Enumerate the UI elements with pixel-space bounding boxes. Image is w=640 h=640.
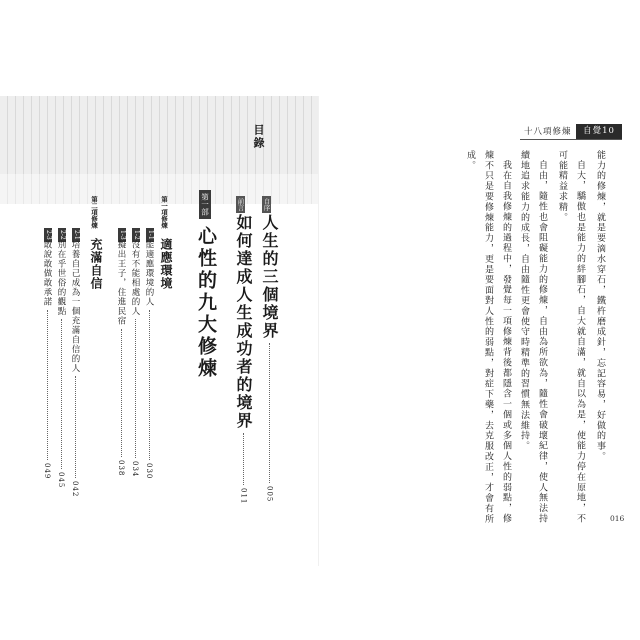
toc-item-title: 別在乎世俗的觀點: [56, 240, 66, 316]
toc-entry-title: 人生的三個境界: [260, 214, 279, 340]
item-num: 2-3: [45, 230, 52, 240]
intro-tag-preface: 自序: [262, 198, 271, 211]
header-tag: 自覺10: [576, 124, 622, 139]
toc-item-2-1[interactable]: [69, 240, 81, 497]
part-tag: 第一部: [199, 190, 211, 219]
paragraph-line: 自由，隨性也會阻礙能力的修煉，自由為所欲為，隨性會破壞紀律，使人無法持: [537, 160, 547, 524]
toc-entry-title: 如何達成人生成功者的境界: [234, 214, 253, 430]
part-title: 心性的九大修煉: [195, 226, 217, 380]
toc-page-number: 049: [43, 462, 51, 479]
leader-dots: [149, 310, 150, 460]
item-num: 1-1: [147, 230, 154, 240]
decorative-stripe-band: [0, 96, 318, 174]
section-tag-2: 第二項修煉: [90, 196, 98, 229]
intro-tag-foreword: 前言: [236, 198, 245, 211]
toc-item-2-2[interactable]: [55, 240, 67, 488]
toc-item-title: 擬出王子，住進民宿: [116, 240, 126, 326]
toc-item-1-3[interactable]: [115, 240, 127, 476]
section-title-1: 適應環境: [159, 238, 173, 290]
leader-dots: [47, 310, 48, 460]
header-label: 十八項修煉: [524, 127, 572, 137]
toc-item-title: 敢說敢做敢承諾: [42, 240, 52, 307]
item-num: 1-2: [133, 230, 140, 240]
leader-dots: [269, 343, 270, 483]
toc-item-title: 培養自己成為一個充滿自信的人: [70, 240, 80, 373]
toc-item-title: 能適應環境的人: [144, 240, 154, 307]
item-num: 2-2: [59, 230, 66, 240]
toc-page-number: 030: [145, 462, 153, 479]
leader-dots: [243, 433, 244, 485]
leader-dots: [75, 376, 76, 478]
running-header: [520, 124, 622, 140]
paragraph-line: 成。: [465, 150, 475, 171]
toc-entry-foreword[interactable]: [232, 214, 255, 504]
toc-page-number: 005: [265, 486, 274, 503]
paragraph-line: 續地追求能力的成長，自由隨性更會使守時精準的習慣無法維持。: [519, 150, 529, 452]
item-num: 2-1: [73, 230, 80, 240]
paragraph-line: 可能精益求精。: [557, 150, 567, 223]
paragraph-line: 能力的修煉，就是要滴水穿石，鐵杵磨成針，忘記容易，好做的事。: [595, 150, 605, 462]
leader-dots: [61, 319, 62, 469]
toc-page-number: 038: [117, 459, 125, 476]
toc-page-number: 045: [57, 472, 65, 489]
toc-item-1-2[interactable]: [129, 240, 141, 477]
toc-item-2-3[interactable]: [41, 240, 53, 479]
toc-entry-preface[interactable]: [258, 214, 281, 502]
toc-page-number: 042: [71, 481, 79, 498]
toc-item-1-1[interactable]: [143, 240, 155, 479]
toc-page-number: 011: [239, 488, 248, 505]
toc-item-title: 沒有不能相處的人: [130, 240, 140, 316]
section-title-2: 充滿自信: [89, 238, 103, 290]
page-number: 016: [610, 514, 625, 523]
item-num: 1-3: [119, 230, 126, 240]
paragraph-line: 自大，驕傲也是能力的絆腳石，自大就自滿，就自以為是，使能力停在原地，不: [575, 160, 585, 524]
paragraph-line: 煉不只是要修煉能力，更是要面對人性的弱點，對症下藥，去克服改正，才會有所: [483, 150, 493, 525]
toc-title: 目錄: [252, 124, 265, 150]
toc-page-number: 034: [131, 461, 139, 478]
page-gutter: [318, 96, 319, 566]
paragraph-line: 我在自我修煉的過程中，發覺每一項修煉背後都隱含一個或多個人性的弱點，修: [501, 160, 511, 524]
leader-dots: [135, 319, 136, 458]
section-tag-1: 第一項修煉: [160, 196, 168, 229]
leader-dots: [121, 329, 122, 457]
